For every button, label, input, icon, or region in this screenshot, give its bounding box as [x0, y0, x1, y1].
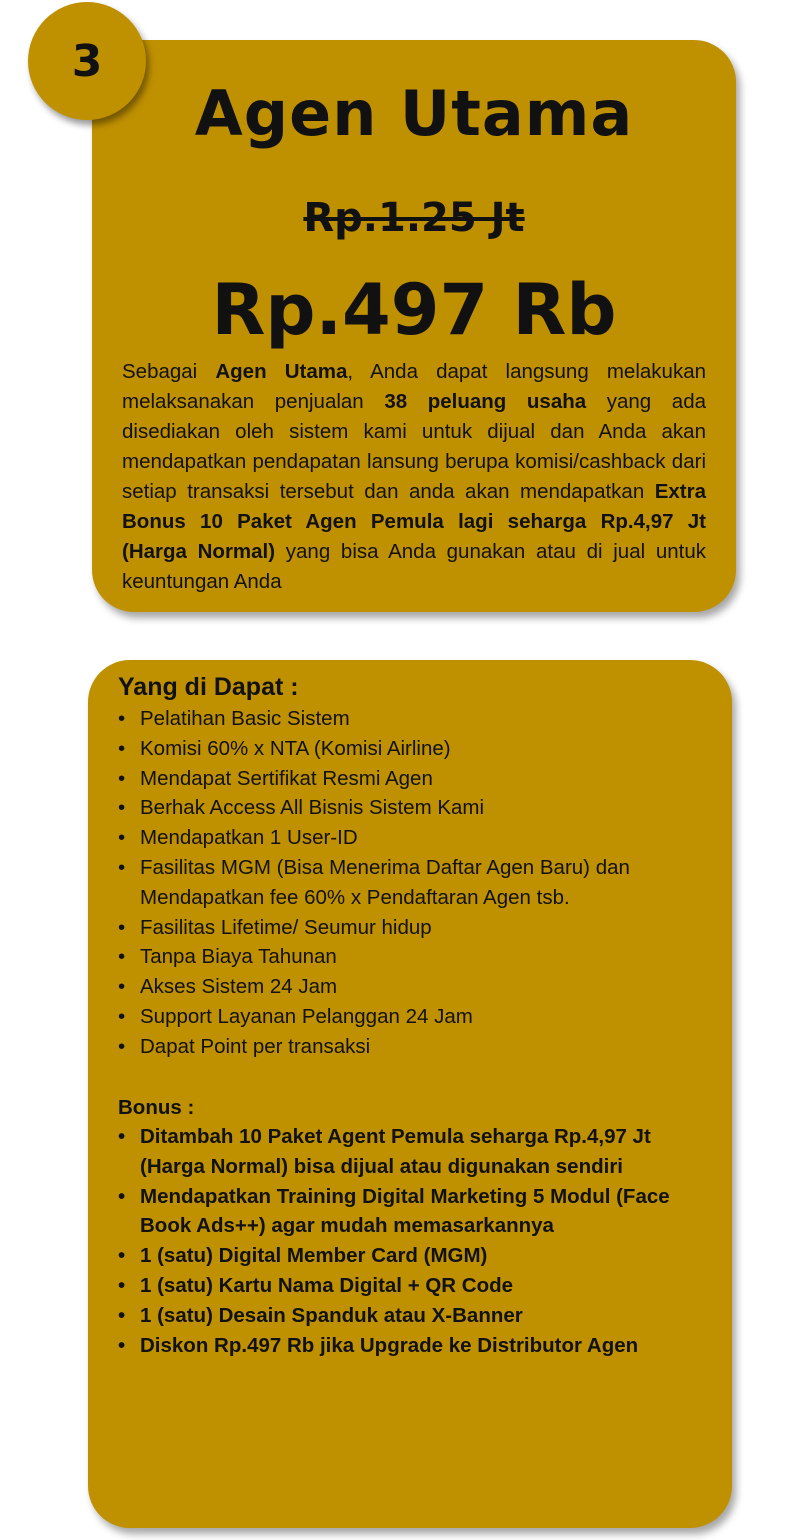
bonus-text: Mendapatkan Training Digital Marketing 5 Modul (Face Book Ads++) agar mudah memasarkannya [140, 1184, 670, 1238]
list-item [118, 704, 708, 734]
list-item [118, 1301, 708, 1331]
benefit-text: Fasilitas MGM (Bisa Menerima Daftar Agen Baru) dan Mendapatkan fee 60% x Pendaftaran Agen tsb. [140, 855, 630, 909]
benefit-text: Mendapatkan 1 User-ID [140, 826, 358, 850]
benefit-text: Komisi 60% x NTA (Komisi Airline) [140, 736, 451, 760]
list-item [118, 972, 708, 1002]
desc-bold-text: 38 peluang usaha [384, 390, 587, 413]
bullet-icon: • [118, 766, 126, 790]
bonus-text: Diskon Rp.497 Rb jika Upgrade ke Distributor Agen [140, 1333, 639, 1357]
desc-text: , Anda dapat langsung melakukan melaksanakan penjualan [122, 360, 706, 413]
list-item [118, 1032, 708, 1062]
bullet-icon: • [118, 915, 126, 939]
list-item [118, 1241, 708, 1271]
list-item [118, 1271, 708, 1301]
benefit-text: Dapat Point per transaksi [140, 1034, 371, 1058]
new-price: Rp.497 Rb [211, 269, 617, 351]
bullet-icon: • [118, 1303, 126, 1327]
bonus-list [118, 1122, 708, 1360]
desc-text: yang bisa Anda gunakan atau di jual untuk keuntungan Anda [122, 540, 706, 593]
bonus-heading: Bonus : [118, 1096, 195, 1119]
bonus-text: 1 (satu) Kartu Nama Digital + QR Code [140, 1273, 514, 1297]
bullet-icon: • [118, 1333, 126, 1357]
list-item [118, 913, 708, 943]
desc-text: yang ada disediakan oleh sistem kami untuk dijual dan Anda akan mendapatkan pendapatan lansung berupa komisi/cashback dari setiap transaksi tersebut dan anda akan mendapatkan [122, 390, 707, 503]
benefit-text: Tanpa Biaya Tahunan [140, 945, 337, 969]
benefit-text: Akses Sistem 24 Jam [140, 975, 338, 999]
package-title: Agen Utama [194, 77, 634, 150]
benefit-text: Fasilitas Lifetime/ Seumur hidup [140, 915, 432, 939]
bullet-icon: • [118, 736, 126, 760]
bullet-icon: • [118, 975, 126, 999]
desc-text: Sebagai [122, 360, 216, 383]
list-item [118, 823, 708, 853]
benefits-list [118, 704, 708, 1062]
bullet-icon: • [118, 1273, 126, 1297]
bonus-text: Ditambah 10 Paket Agent Pemula seharga Rp.4,97 Jt (Harga Normal) bisa dijual atau digunakan sendiri [140, 1125, 651, 1178]
list-item [118, 1122, 708, 1182]
bullet-icon: • [118, 855, 126, 879]
benefits-heading: Yang di Dapat : [118, 673, 299, 701]
bullet-icon: • [118, 1125, 126, 1148]
desc-bold-text: Agen Utama [215, 360, 348, 383]
bullet-icon: • [118, 945, 126, 969]
list-item [118, 793, 708, 823]
bullet-icon: • [118, 707, 126, 730]
list-item [118, 734, 708, 764]
bonus-text: 1 (satu) Digital Member Card (MGM) [140, 1244, 488, 1268]
bullet-icon: • [118, 1244, 126, 1268]
benefit-text: Mendapat Sertifikat Resmi Agen [140, 766, 433, 790]
list-item [118, 1002, 708, 1032]
list-item [118, 1331, 708, 1361]
bullet-icon: • [118, 1184, 126, 1208]
bullet-icon: • [118, 796, 126, 820]
list-item [118, 764, 708, 794]
package-description [122, 357, 706, 597]
bullet-icon: • [118, 1004, 126, 1028]
list-item [118, 853, 708, 913]
bonus-text: 1 (satu) Desain Spanduk atau X-Banner [140, 1303, 523, 1327]
list-item [118, 1182, 708, 1242]
list-item [118, 942, 708, 972]
bullet-icon: • [118, 826, 126, 850]
old-price: Rp.1.25 Jt [303, 195, 525, 241]
benefit-text: Support Layanan Pelanggan 24 Jam [140, 1004, 473, 1028]
benefit-text: Berhak Access All Bisnis Sistem Kami [140, 796, 485, 820]
step-number-badge: 3 [28, 2, 146, 120]
benefit-text: Pelatihan Basic Sistem [140, 707, 350, 730]
bullet-icon: • [118, 1034, 126, 1058]
desc-bold-text: Extra Bonus 10 Paket Agen Pemula lagi seharga Rp.4,97 Jt (Harga Normal) [122, 480, 706, 563]
